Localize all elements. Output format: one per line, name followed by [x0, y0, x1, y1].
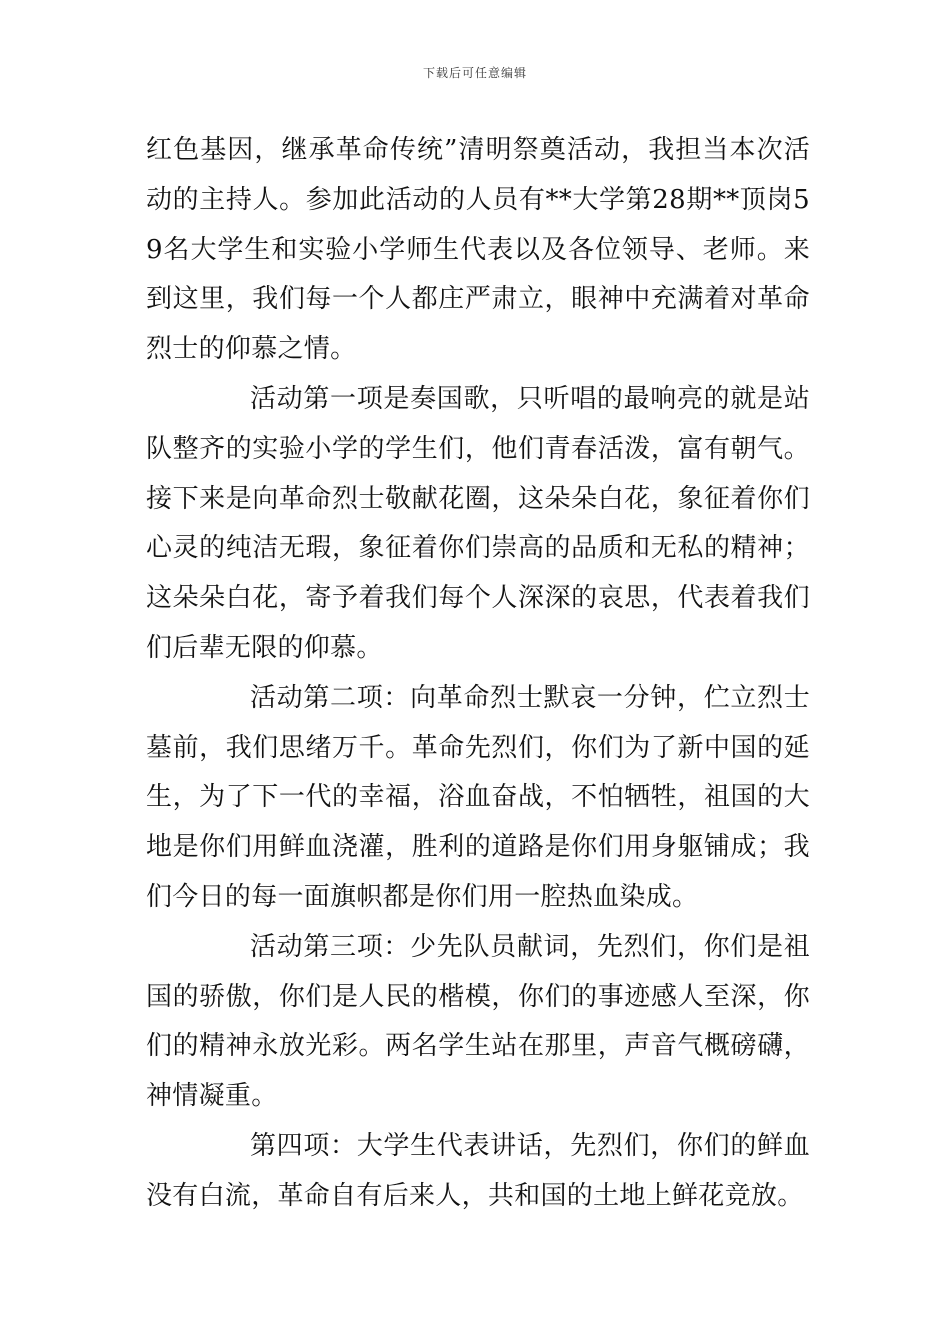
header-note: 下载后可任意编辑 — [422, 66, 527, 80]
paragraph-item-3: 活动第三项：少先队员献词，先烈们，你们是祖国的骄傲，你们是人民的楷模，你们的事迹感人至深，你们的精神永放光彩。两名学生站在那里，声音气概磅礴，神情凝重。 — [146, 931, 810, 1112]
paragraph-item-2: 活动第二项：向革命烈士默哀一分钟，伫立烈士墓前，我们思绪万千。革命先烈们，你们为了新中国的延生，为了下一代的幸福，浴血奋战，不怕牺牲，祖国的大地是你们用鲜血浇灌，胜利的道路是你们用身躯铺成；我们今日的每一面旗帜都是你们用一腔热血染成。 — [146, 682, 810, 912]
paragraph-item-1: 活动第一项是奏国歌，只听唱的最响亮的就是站队整齐的实验小学的学生们，他们青春活泼，富有朝气。接下来是向革命烈士敬献花圈，这朵朵白花，象征着你们心灵的纯洁无瑕，象征着你们崇高的品质和无私的精神；这朵朵白花，寄予着我们每个人深深的哀思，代表着我们们后辈无限的仰慕。 — [146, 383, 810, 663]
paragraph-intro: 红色基因，继承革命传统”清明祭奠活动，我担当本次活动的主持人。参加此活动的人员有**大学第28期**顶岗59名大学生和实验小学师生代表以及各位领导、老师。来到这里，我们每一个人都庄严肃立，眼神中充满着对革命烈士的仰慕之情。 — [146, 135, 810, 365]
body-text — [146, 126, 810, 1222]
paragraph-item-4: 第四项：大学生代表讲话，先烈们，你们的鲜血没有白流，革命自有后来人，共和国的土地上鲜花竞放。 — [146, 1130, 810, 1211]
